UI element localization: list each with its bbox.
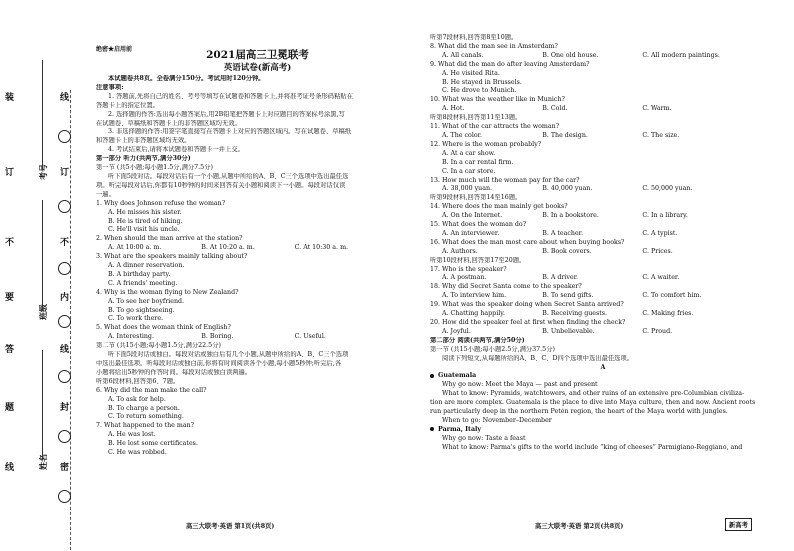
page-footer-left: 高三大联考·英语 第1页(共8页) bbox=[186, 523, 275, 530]
binding-char: 线 bbox=[60, 345, 70, 355]
answer-option: B. To charge a person. bbox=[108, 404, 180, 412]
note-line: 在试题卷、草稿纸和答题卡上的非答题区域均无效。 bbox=[96, 119, 241, 127]
note-line: 2. 选择题的作答:选出每小题答案后,用2B铅笔把答题卡上对应题目的答案标号涂黑,写 bbox=[108, 110, 345, 118]
binding-circle bbox=[58, 200, 71, 213]
exam-number-label: 考号 bbox=[38, 164, 48, 180]
binding-char-outer: 题 bbox=[5, 403, 15, 413]
binding-circle bbox=[58, 130, 71, 143]
answer-option: A. Chatting happily. bbox=[442, 310, 505, 318]
exam-title: 2021届高三卫冕联考 bbox=[206, 49, 309, 61]
part2-instruction: 阅读下列短文,从每题所给的A、B、C、D四个选项中选出最佳选项。 bbox=[442, 354, 634, 362]
binding-circle bbox=[58, 262, 71, 275]
bullet-icon bbox=[430, 374, 434, 378]
binding-margin bbox=[0, 40, 72, 520]
question-text: 7. What happened to the man? bbox=[96, 422, 195, 430]
answer-option: B. A birthday party. bbox=[108, 270, 171, 278]
answer-option: C. In a library. bbox=[642, 212, 688, 220]
answer-option: B. 40,000 yuan. bbox=[542, 185, 593, 193]
answer-option: B. In a bookstore. bbox=[542, 212, 599, 220]
answer-option: C. Proud. bbox=[642, 327, 673, 335]
passage-what-to-know: run particularly deep in the northern Petén region, the heart of the Maya world with jungles. bbox=[430, 408, 728, 416]
material-10-heading: 听第10段材料,回答第17至20题。 bbox=[430, 256, 526, 264]
name-label: 姓名 bbox=[38, 454, 48, 470]
passage-why-go: Why go now: Taste a feast bbox=[442, 434, 526, 442]
binding-char-outer: 订 bbox=[5, 168, 15, 178]
answer-option: A. The color. bbox=[442, 131, 482, 139]
answer-option: C. To comfort him. bbox=[642, 292, 702, 300]
option-row bbox=[430, 52, 776, 61]
answer-option: C. All modern paintings. bbox=[642, 51, 720, 59]
answer-option: B. To go sightseeing. bbox=[108, 306, 175, 314]
answer-option: B. A teacher. bbox=[542, 229, 584, 237]
question-text: 19. What was the speaker doing when Secret Santa arrived? bbox=[430, 301, 624, 309]
answer-option: B. At 10:20 a. m. bbox=[201, 244, 255, 252]
question-text: 8. What did the man see in Amsterdam? bbox=[430, 42, 558, 50]
passage-what-to-know: What to know: Parma's gifts to the world include “king of cheeses” Parmigiano-Reggiano, and bbox=[442, 443, 743, 451]
answer-option: B. To send gifts. bbox=[542, 292, 594, 300]
answer-option: B. He stayed in Brussels. bbox=[442, 78, 522, 86]
answer-option: B. Receiving guests. bbox=[542, 310, 608, 318]
class-field-line bbox=[42, 200, 43, 310]
exam-number-field-line bbox=[42, 60, 43, 170]
question-text: 12. Where is the woman probably? bbox=[430, 140, 542, 148]
binding-char: 内 bbox=[60, 293, 70, 303]
answer-option: A. To interview him. bbox=[442, 292, 507, 300]
exam-info: 本试题卷共8页。全卷满分150分。考试用时120分钟。 bbox=[108, 75, 265, 82]
answer-option: A. At 10:00 a. m. bbox=[108, 244, 162, 252]
question-group-17-20 bbox=[430, 266, 776, 337]
answer-option: A. 38,000 yuan. bbox=[442, 185, 493, 193]
notes-title: 注意事项: bbox=[96, 83, 124, 91]
option-row bbox=[430, 105, 776, 114]
question-text: 17. Who is the speaker? bbox=[430, 265, 507, 273]
note-line: 1. 答题前,先将自己的姓名、考号等填写在试题卷和答题卡上,并将准考证号条形码粘贴在 bbox=[108, 92, 353, 100]
question-text: 5. What does the woman think of English? bbox=[96, 324, 231, 332]
answer-option: C. To work there. bbox=[108, 315, 164, 323]
passage-heading-parma bbox=[430, 426, 776, 435]
option-row bbox=[430, 132, 776, 141]
question-text: 15. What does the woman do? bbox=[430, 221, 527, 229]
question-text: 4. Why is the woman flying to New Zealand? bbox=[96, 288, 239, 296]
binding-circle bbox=[58, 315, 71, 328]
answer-option: B. The design. bbox=[542, 131, 588, 139]
option-row bbox=[430, 328, 776, 337]
answer-option: B. One old house. bbox=[542, 51, 599, 59]
question-text: 6. Why did the man make the call? bbox=[96, 386, 207, 394]
part1-heading: 第一部分 听力(共两节,满分30分) bbox=[96, 155, 191, 163]
answer-option: A. Authors. bbox=[442, 247, 478, 255]
answer-option: C. Useful. bbox=[294, 333, 326, 341]
binding-char: 密 bbox=[60, 463, 70, 473]
material-8-heading: 听第8段材料,回答第11至13题。 bbox=[430, 114, 522, 122]
answer-option: A. A postman. bbox=[442, 274, 487, 282]
answer-option: C. Warm. bbox=[642, 105, 672, 113]
passage-what-to-know: What to know: Pyramids, watchtowers, and other ruins of an extensive pre-Columbian civiliza- bbox=[442, 390, 745, 398]
answer-option: C. The size. bbox=[642, 131, 680, 139]
passage-when-to-go: When to go: November–December bbox=[442, 416, 552, 424]
answer-option: C. He'll visit his uncle. bbox=[108, 226, 180, 234]
class-label: 班级 bbox=[38, 304, 48, 320]
question-group-8-10 bbox=[430, 43, 776, 114]
passage-label: A bbox=[600, 363, 606, 371]
name-field-line bbox=[42, 350, 43, 460]
option-row bbox=[430, 185, 776, 194]
binding-char-outer: 不 bbox=[5, 238, 15, 248]
answer-option: B. Book covers. bbox=[542, 247, 592, 255]
material-6-heading: 听第6段材料,回答第6、7题。 bbox=[96, 377, 180, 385]
answer-option: C. At 10:30 a. m. bbox=[294, 244, 349, 252]
question-text: 10. What was the weather like in Munich? bbox=[430, 96, 565, 104]
option-row bbox=[430, 248, 776, 257]
section2-instruction: 中选出最佳选项。听每段对话或独白前,你将有时间阅读各个小题,每小题5秒钟;听完后,各 bbox=[96, 360, 342, 367]
question-text: 2. When should the man arrive at the station? bbox=[96, 235, 243, 243]
binding-char: 线 bbox=[60, 93, 70, 103]
answer-option: A. All canals. bbox=[442, 51, 484, 59]
question-group-1-5 bbox=[96, 200, 419, 343]
heading-text: Parma, Italy bbox=[438, 425, 482, 433]
binding-char-outer: 线 bbox=[5, 463, 15, 473]
binding-circle bbox=[58, 370, 71, 383]
answer-option: A. Hot. bbox=[442, 105, 465, 113]
answer-option: C. In a car store. bbox=[442, 167, 496, 175]
answer-option: C. To return something. bbox=[108, 413, 184, 421]
answer-option: B. Cold. bbox=[542, 105, 568, 113]
binding-char-outer: 答 bbox=[5, 345, 15, 355]
answer-option: B. In a car rental firm. bbox=[442, 158, 514, 166]
answer-option: A. A dinner reservation. bbox=[108, 262, 185, 270]
option-row bbox=[430, 310, 776, 319]
note-line: 3. 非选择题的作答:用签字笔直接写在答题卡上对应的答题区域内。写在试题卷、草稿纸 bbox=[108, 128, 352, 136]
question-group-6-7 bbox=[96, 387, 419, 458]
section1-instruction: 一遍。 bbox=[96, 190, 115, 198]
page-footer-right: 高三大联考·英语 第2页(共8页) bbox=[535, 523, 624, 530]
answer-option: A. To ask for help. bbox=[108, 395, 166, 403]
question-group-11-13 bbox=[430, 123, 776, 194]
left-column bbox=[96, 34, 419, 458]
option-row bbox=[430, 292, 776, 301]
answer-option: B. He lost some certificates. bbox=[108, 440, 198, 448]
section2-instruction: 小题将给出5秒钟的作答时间。每段对话或独白读两遍。 bbox=[96, 368, 252, 376]
right-column bbox=[430, 34, 776, 453]
option-row bbox=[430, 212, 776, 221]
binding-char: 封 bbox=[60, 403, 70, 413]
passage-why-go: Why go now: Meet the Maya — past and present bbox=[442, 381, 598, 389]
answer-option: A. An interviewer. bbox=[442, 229, 500, 237]
option-row bbox=[430, 230, 776, 239]
answer-option: B. Boring. bbox=[201, 333, 234, 341]
binding-circle bbox=[58, 490, 71, 503]
material-7-heading: 听第7段材料,回答第8至10题。 bbox=[430, 34, 518, 41]
answer-option: C. A waiter. bbox=[642, 274, 680, 282]
option-row bbox=[430, 274, 776, 283]
material-9-heading: 听第9段材料,回答第14至16题。 bbox=[430, 194, 522, 202]
answer-option: C. Prices. bbox=[642, 247, 673, 255]
part2-section1-heading: 第一节 (共15小题;每小题2.5分,满分37.5分) bbox=[430, 345, 555, 353]
answer-option: C. A friends' meeting. bbox=[108, 279, 178, 287]
option-row bbox=[96, 244, 419, 253]
binding-circle bbox=[58, 430, 71, 443]
section2-instruction: 听下面5段对话或独白。每段对话或独白后有几个小题,从题中所给的A、B、C三个选项 bbox=[108, 351, 349, 359]
option-row bbox=[96, 333, 419, 342]
question-text: 9. What did the man do after leaving Amsterdam? bbox=[430, 60, 590, 68]
passage-heading-guatemala bbox=[430, 372, 776, 381]
question-text: 11. What of the car attracts the woman? bbox=[430, 123, 560, 131]
confidential-mark: 绝密★启用前 bbox=[96, 46, 133, 53]
answer-option: C. He was robbed. bbox=[108, 449, 167, 457]
answer-option: A. Interesting. bbox=[108, 333, 154, 341]
answer-option: C. Making fries. bbox=[642, 310, 694, 318]
answer-option: B. Unbelievable. bbox=[542, 327, 595, 335]
answer-option: B. He is tired of hiking. bbox=[108, 217, 183, 225]
answer-option: A. He was lost. bbox=[108, 431, 156, 439]
answer-option: C. A typist. bbox=[642, 229, 678, 237]
binding-char-outer: 要 bbox=[5, 293, 15, 303]
note-line: 答题卡上的指定位置。 bbox=[96, 101, 159, 109]
heading-text: Guatemala bbox=[438, 372, 477, 380]
answer-option: A. He visited Rita. bbox=[442, 69, 500, 77]
passage-what-to-know: tion are more complex. Guatemala is the place to dive into Maya culture, then and now. Ancient roots bbox=[430, 399, 756, 407]
answer-option: A. On the Internet. bbox=[442, 212, 503, 220]
new-gaokao-badge: 新高考 bbox=[725, 518, 752, 531]
question-text: 20. How did the speaker feel at first when finding the check? bbox=[430, 319, 626, 326]
binding-char: 不 bbox=[60, 238, 70, 248]
question-text: 13. How much will the woman pay for the car? bbox=[430, 176, 580, 184]
answer-option: C. 50,000 yuan. bbox=[642, 185, 693, 193]
notes-list bbox=[96, 93, 419, 155]
answer-option: A. To see her boyfriend. bbox=[108, 297, 185, 305]
section1-instruction: 项。听完每段对话后,你都有10秒钟的时间来回答有关小题和阅读下一小题。每段对话仅读 bbox=[96, 181, 346, 189]
bullet-icon bbox=[430, 427, 434, 431]
note-line: 4. 考试结束后,请将本试题卷和答题卡一并上交。 bbox=[108, 146, 244, 154]
question-text: 18. Why did Secret Santa come to the speaker? bbox=[430, 283, 582, 291]
section1-instruction: 听下面5段对话。每段对话后有一个小题,从题中所给的A、B、C三个选项中选出最佳选 bbox=[108, 172, 349, 180]
question-text: 1. Why does Johnson refuse the woman? bbox=[96, 199, 226, 207]
question-text: 3. What are the speakers mainly talking about? bbox=[96, 253, 248, 261]
question-group-14-16 bbox=[430, 203, 776, 256]
binding-char-outer: 装 bbox=[5, 93, 15, 103]
answer-option: B. A driver. bbox=[542, 274, 579, 282]
answer-option: A. At a car show. bbox=[442, 149, 496, 157]
part2-heading: 第二部分 阅读(共两节,满分50分) bbox=[430, 336, 525, 344]
answer-option: A. He misses his sister. bbox=[108, 208, 182, 216]
answer-option: C. He drove to Munich. bbox=[442, 87, 517, 95]
question-text: 14. Where does the man mainly get books? bbox=[430, 203, 568, 211]
note-line: 和答题卡上的非答题区域均无效。 bbox=[96, 137, 191, 145]
section2-heading: 第二节 (共15小题;每小题1.5分,满分22.5分) bbox=[96, 342, 221, 350]
binding-char: 订 bbox=[60, 168, 70, 178]
exam-subtitle: 英语试卷(新高考) bbox=[223, 63, 292, 73]
section1-heading: 第一节 (共5小题;每小题1.5分,满分7.5分) bbox=[96, 164, 213, 172]
question-text: 16. What does the man most care about when buying books? bbox=[430, 238, 625, 246]
answer-option: A. Joyful. bbox=[442, 327, 471, 335]
